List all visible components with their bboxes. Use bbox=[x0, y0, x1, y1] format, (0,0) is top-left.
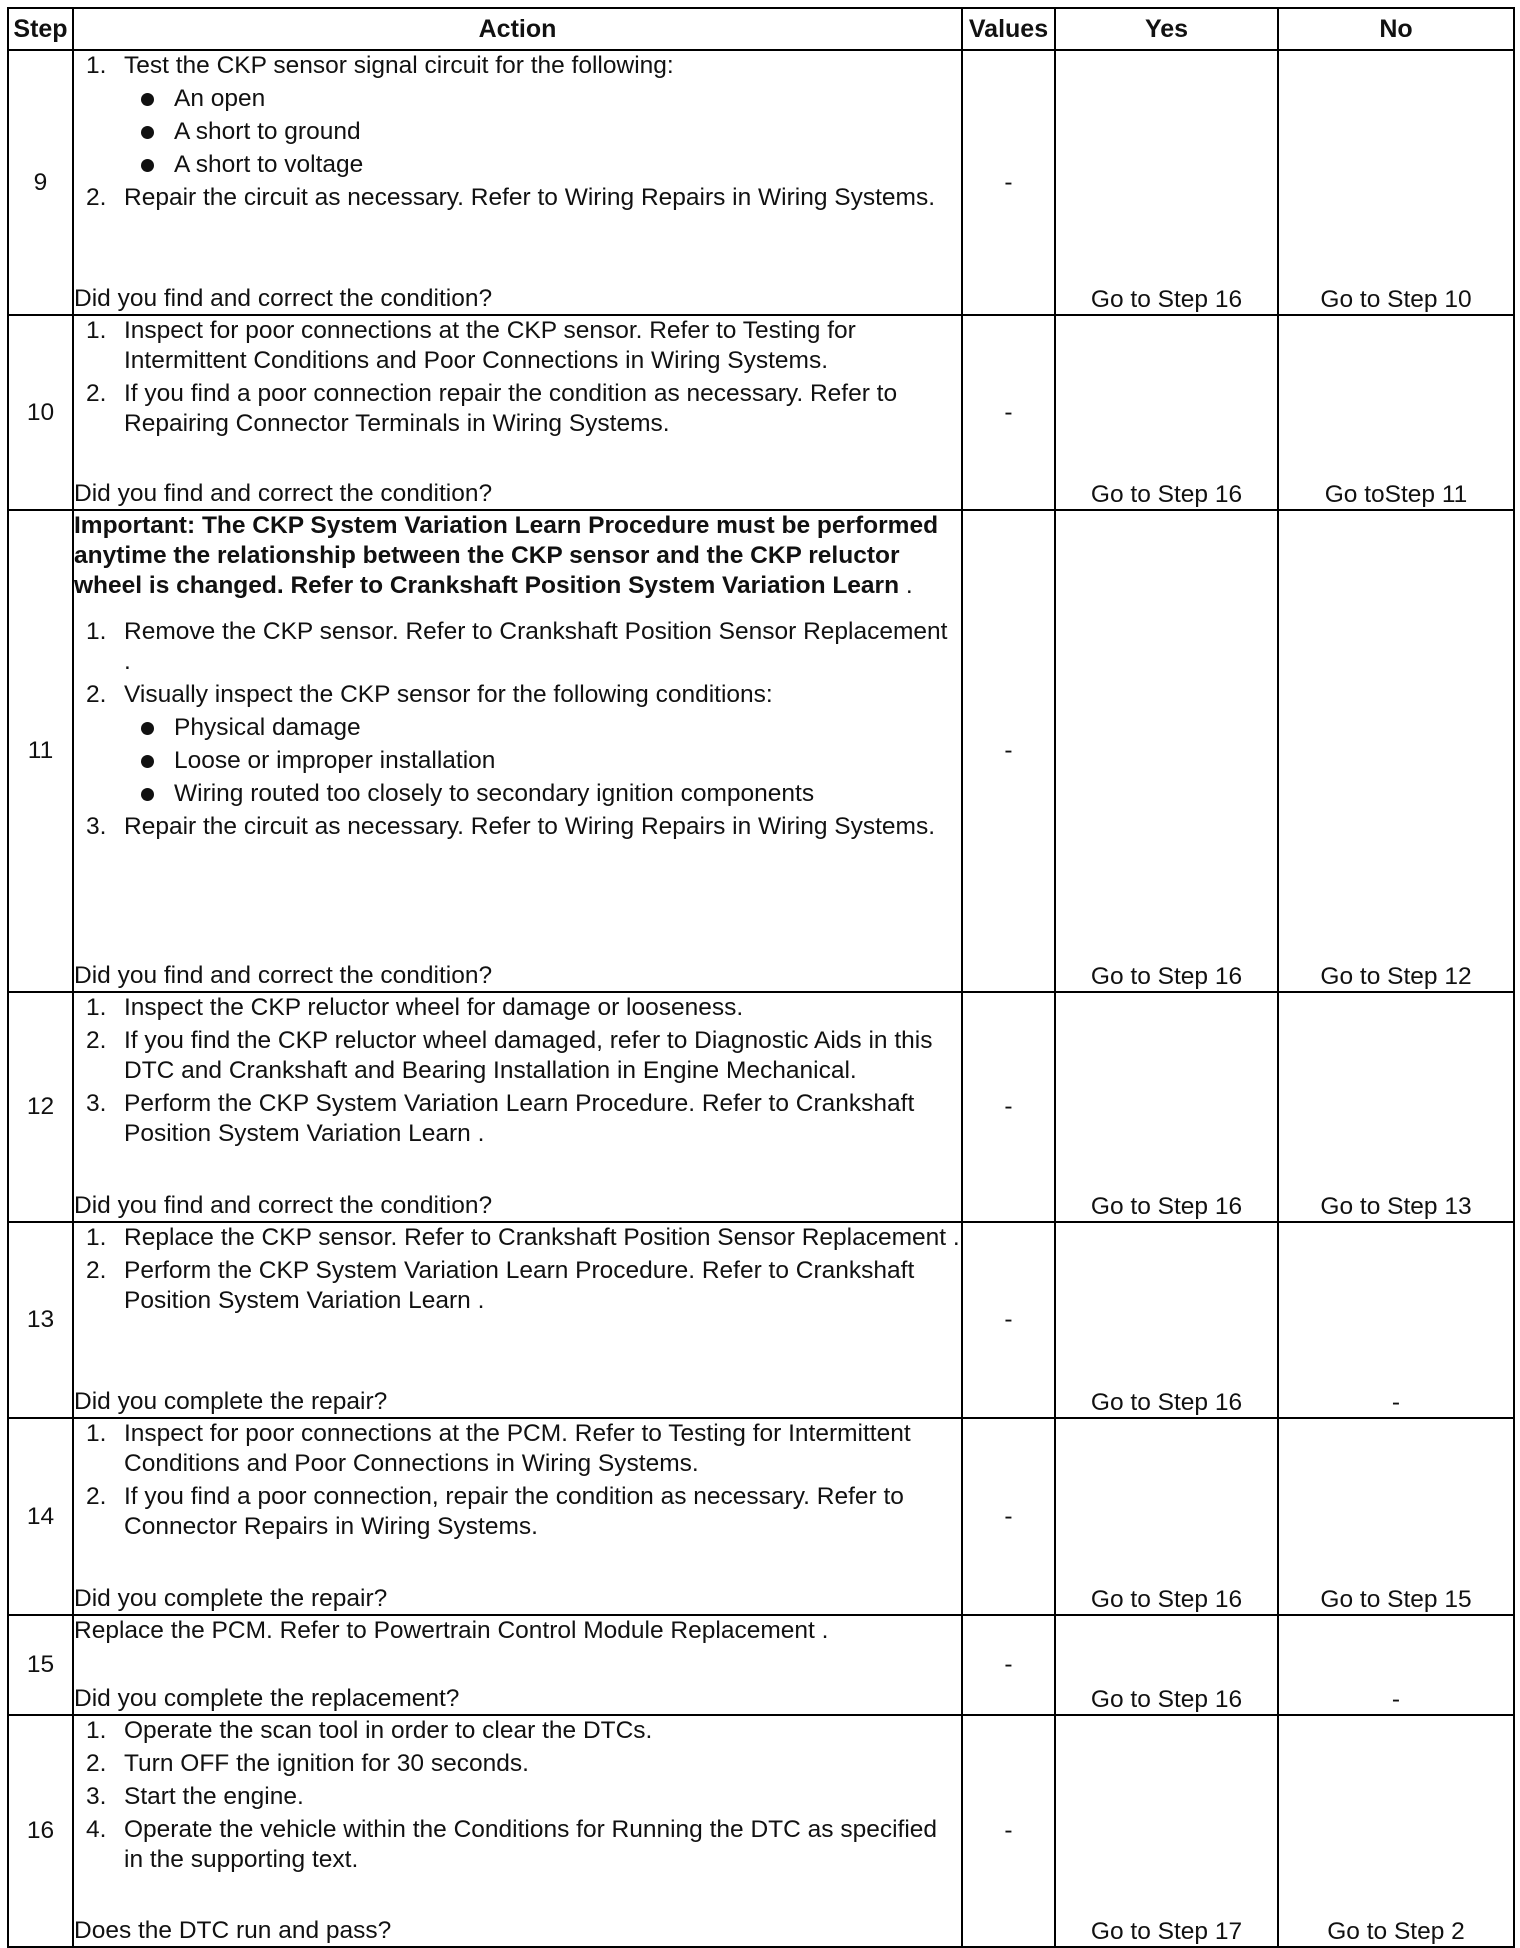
important-note bbox=[74, 511, 961, 601]
instruction-number: 2. bbox=[86, 380, 107, 407]
instruction-list bbox=[74, 617, 961, 845]
action-cell bbox=[73, 50, 962, 315]
table-row bbox=[8, 1418, 1514, 1615]
instruction-number: 2. bbox=[86, 1027, 107, 1054]
bullet-list bbox=[124, 84, 961, 180]
instruction-text: Operate the vehicle within the Conditions for Running the DTC as specified in the supporting text. bbox=[124, 1816, 938, 1873]
action-question: Did you complete the repair? bbox=[74, 1388, 388, 1415]
important-label: Important: bbox=[74, 512, 196, 539]
action-cell bbox=[73, 510, 962, 992]
action-content bbox=[74, 51, 961, 314]
instruction-text: Perform the CKP System Variation Learn Procedure. Refer to Crankshaft Position System Variation Learn . bbox=[124, 1090, 915, 1147]
instruction-list bbox=[74, 51, 961, 216]
values-cell: - bbox=[962, 1715, 1055, 1947]
instruction-number: 1. bbox=[86, 618, 107, 645]
important-tail: . bbox=[899, 572, 913, 599]
step-number: 9 bbox=[8, 50, 73, 315]
instruction-item bbox=[74, 617, 961, 677]
instruction-number: 2. bbox=[86, 681, 107, 708]
instruction-text: If you find the CKP reluctor wheel damaged, refer to Diagnostic Aids in this DTC and Crankshaft and Bearing Installation in Engine Mechanical. bbox=[124, 1027, 933, 1084]
no-cell: - bbox=[1278, 1222, 1514, 1418]
values-cell: - bbox=[962, 1615, 1055, 1715]
table-row bbox=[8, 992, 1514, 1222]
instruction-number: 1. bbox=[86, 317, 107, 344]
action-content bbox=[74, 1716, 961, 1946]
action-question: Did you find and correct the condition? bbox=[74, 285, 493, 312]
instruction-number: 1. bbox=[86, 1717, 107, 1744]
action-content bbox=[74, 511, 961, 991]
action-content bbox=[74, 1419, 961, 1614]
action-content bbox=[74, 993, 961, 1221]
action-cell bbox=[73, 992, 962, 1222]
instruction-number: 4. bbox=[86, 1816, 107, 1843]
instruction-number: 3. bbox=[86, 1783, 107, 1810]
action-cell bbox=[73, 1715, 962, 1947]
header-no: No bbox=[1278, 8, 1514, 50]
action-question: Did you find and correct the condition? bbox=[74, 480, 493, 507]
bullet-item: A short to ground bbox=[124, 117, 961, 147]
instruction-text: Turn OFF the ignition for 30 seconds. bbox=[124, 1750, 529, 1777]
no-cell: Go toStep 11 bbox=[1278, 315, 1514, 510]
instruction-text: Remove the CKP sensor. Refer to Crankshaft Position Sensor Replacement . bbox=[124, 618, 948, 675]
yes-cell: Go to Step 16 bbox=[1055, 1615, 1278, 1715]
yes-cell: Go to Step 17 bbox=[1055, 1715, 1278, 1947]
instruction-item bbox=[74, 316, 961, 376]
instruction-item bbox=[74, 1749, 961, 1779]
instruction-text: Inspect the CKP reluctor wheel for damage or looseness. bbox=[124, 994, 744, 1021]
values-cell: - bbox=[962, 1222, 1055, 1418]
bullet-item: Loose or improper installation bbox=[124, 746, 961, 776]
instruction-item bbox=[74, 680, 961, 809]
instruction-list bbox=[74, 1419, 961, 1545]
action-content bbox=[74, 1223, 961, 1417]
instruction-item bbox=[74, 51, 961, 180]
instruction-item bbox=[74, 812, 961, 842]
action-content bbox=[74, 1616, 961, 1714]
instruction-item bbox=[74, 1419, 961, 1479]
instruction-text: If you find a poor connection, repair the condition as necessary. Refer to Connector Repairs in Wiring Systems. bbox=[124, 1483, 904, 1540]
diagnostic-table bbox=[7, 7, 1515, 1948]
bullet-item: An open bbox=[124, 84, 961, 114]
instruction-list bbox=[74, 316, 961, 442]
instruction-text: If you find a poor connection repair the condition as necessary. Refer to Repairing Connector Terminals in Wiring Systems. bbox=[124, 380, 898, 437]
action-cell bbox=[73, 1418, 962, 1615]
yes-cell: Go to Step 16 bbox=[1055, 315, 1278, 510]
header-yes: Yes bbox=[1055, 8, 1278, 50]
no-cell: Go to Step 15 bbox=[1278, 1418, 1514, 1615]
header-step: Step bbox=[8, 8, 73, 50]
instruction-number: 1. bbox=[86, 1420, 107, 1447]
instruction-text: Inspect for poor connections at the CKP sensor. Refer to Testing for Intermittent Conditions and Poor Connections in Wiring Systems. bbox=[124, 317, 856, 374]
values-cell: - bbox=[962, 1418, 1055, 1615]
instruction-text: Operate the scan tool in order to clear the DTCs. bbox=[124, 1717, 653, 1744]
instruction-text: Replace the CKP sensor. Refer to Crankshaft Position Sensor Replacement . bbox=[124, 1224, 960, 1251]
instruction-text: Visually inspect the CKP sensor for the following conditions: bbox=[124, 681, 773, 708]
instruction-text: Test the CKP sensor signal circuit for the following: bbox=[124, 52, 674, 79]
yes-cell: Go to Step 16 bbox=[1055, 1222, 1278, 1418]
instruction-item bbox=[74, 1089, 961, 1149]
yes-cell: Go to Step 16 bbox=[1055, 510, 1278, 992]
instruction-list bbox=[74, 1223, 961, 1319]
step-number: 15 bbox=[8, 1615, 73, 1715]
no-cell: - bbox=[1278, 1615, 1514, 1715]
yes-cell: Go to Step 16 bbox=[1055, 50, 1278, 315]
instruction-item bbox=[74, 1482, 961, 1542]
table-row bbox=[8, 50, 1514, 315]
instruction-item bbox=[74, 1716, 961, 1746]
no-cell: Go to Step 13 bbox=[1278, 992, 1514, 1222]
instruction-list bbox=[74, 1716, 961, 1878]
action-intro: Replace the PCM. Refer to Powertrain Control Module Replacement . bbox=[74, 1617, 829, 1644]
instruction-number: 2. bbox=[86, 1257, 107, 1284]
instruction-item bbox=[74, 183, 961, 213]
header-row bbox=[8, 8, 1514, 50]
instruction-list bbox=[74, 993, 961, 1152]
bullet-list bbox=[124, 713, 961, 809]
values-cell: - bbox=[962, 510, 1055, 992]
instruction-number: 1. bbox=[86, 1224, 107, 1251]
bullet-item: Wiring routed too closely to secondary ignition components bbox=[124, 779, 961, 809]
instruction-item bbox=[74, 1782, 961, 1812]
action-cell bbox=[73, 1615, 962, 1715]
instruction-text: Start the engine. bbox=[124, 1783, 304, 1810]
header-values: Values bbox=[962, 8, 1055, 50]
instruction-item bbox=[74, 1256, 961, 1316]
step-number: 16 bbox=[8, 1715, 73, 1947]
action-question: Does the DTC run and pass? bbox=[74, 1917, 392, 1944]
instruction-item bbox=[74, 1223, 961, 1253]
instruction-number: 3. bbox=[86, 813, 107, 840]
table-row bbox=[8, 1222, 1514, 1418]
table-row bbox=[8, 510, 1514, 992]
yes-cell: Go to Step 16 bbox=[1055, 992, 1278, 1222]
table-row bbox=[8, 1715, 1514, 1947]
table-row bbox=[8, 1615, 1514, 1715]
instruction-number: 2. bbox=[86, 1750, 107, 1777]
instruction-number: 1. bbox=[86, 994, 107, 1021]
table-row bbox=[8, 315, 1514, 510]
action-cell bbox=[73, 315, 962, 510]
instruction-text: Perform the CKP System Variation Learn Procedure. Refer to Crankshaft Position System Variation Learn . bbox=[124, 1257, 915, 1314]
yes-cell: Go to Step 16 bbox=[1055, 1418, 1278, 1615]
no-cell: Go to Step 2 bbox=[1278, 1715, 1514, 1947]
instruction-item bbox=[74, 1815, 961, 1875]
step-number: 10 bbox=[8, 315, 73, 510]
instruction-number: 1. bbox=[86, 52, 107, 79]
action-question: Did you complete the repair? bbox=[74, 1585, 388, 1612]
instruction-text: Inspect for poor connections at the PCM. Refer to Testing for Intermittent Conditions and Poor Connections in Wiring Systems. bbox=[124, 1420, 911, 1477]
instruction-number: 2. bbox=[86, 184, 107, 211]
instruction-number: 2. bbox=[86, 1483, 107, 1510]
instruction-item bbox=[74, 993, 961, 1023]
header-action: Action bbox=[73, 8, 962, 50]
step-number: 11 bbox=[8, 510, 73, 992]
instruction-text: Repair the circuit as necessary. Refer to Wiring Repairs in Wiring Systems. bbox=[124, 184, 936, 211]
step-number: 13 bbox=[8, 1222, 73, 1418]
no-cell: Go to Step 10 bbox=[1278, 50, 1514, 315]
no-cell: Go to Step 12 bbox=[1278, 510, 1514, 992]
action-question: Did you find and correct the condition? bbox=[74, 962, 493, 989]
values-cell: - bbox=[962, 992, 1055, 1222]
action-content bbox=[74, 316, 961, 509]
action-cell bbox=[73, 1222, 962, 1418]
step-number: 12 bbox=[8, 992, 73, 1222]
instruction-item bbox=[74, 379, 961, 439]
instruction-text: Repair the circuit as necessary. Refer to Wiring Repairs in Wiring Systems. bbox=[124, 813, 936, 840]
important-text: The CKP System Variation Learn Procedure must be performed anytime the relationship between the CKP sensor and the CKP reluctor wheel is changed. Refer to Crankshaft Position System Variation Learn bbox=[74, 512, 939, 599]
instruction-item bbox=[74, 1026, 961, 1086]
action-question: Did you find and correct the condition? bbox=[74, 1192, 493, 1219]
values-cell: - bbox=[962, 315, 1055, 510]
bullet-item: A short to voltage bbox=[124, 150, 961, 180]
values-cell: - bbox=[962, 50, 1055, 315]
instruction-number: 3. bbox=[86, 1090, 107, 1117]
bullet-item: Physical damage bbox=[124, 713, 961, 743]
step-number: 14 bbox=[8, 1418, 73, 1615]
action-question: Did you complete the replacement? bbox=[74, 1685, 460, 1712]
